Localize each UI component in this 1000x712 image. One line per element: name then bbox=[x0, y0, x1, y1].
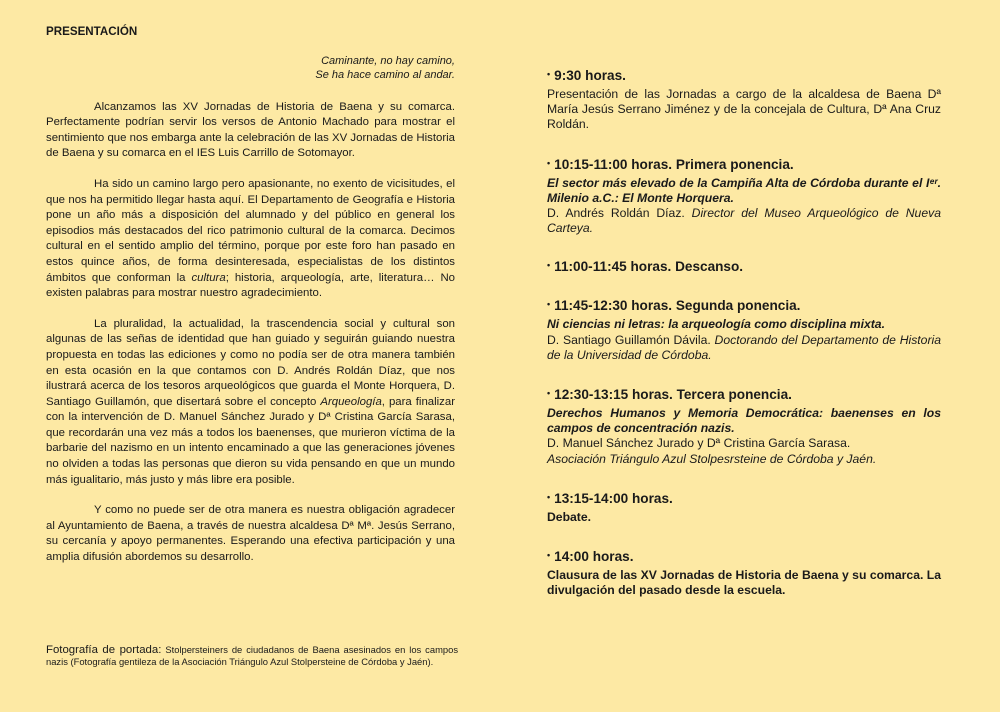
bullet-icon: • bbox=[547, 550, 551, 561]
time-label-5: 12:30-13:15 horas. Tercera ponencia. bbox=[554, 387, 792, 403]
paragraph-3-italic: Arqueología bbox=[320, 395, 382, 408]
time-label-7: 14:00 horas. bbox=[554, 549, 634, 565]
speaker-name-2: D. Santiago Guillamón Dávila. bbox=[547, 332, 715, 347]
paragraph-4: Y como no puede ser de otra manera es nuestra obligación agradecer al Ayuntamiento de Baena, a través de nuestra alcaldesa Dª Mª. Jesús Serrano, su cercanía y apoyo permanentes. Esperando una efectiva participación y una amplia difusión abordemos su desarrollo. bbox=[46, 504, 455, 564]
paragraph-2-italic: cultura bbox=[191, 271, 226, 284]
time-label-1: 9:30 horas. bbox=[554, 68, 626, 83]
bullet-icon: • bbox=[547, 491, 551, 502]
schedule-time-7 bbox=[547, 547, 941, 565]
left-page bbox=[46, 24, 455, 581]
paragraph-1: Alcanzamos las XV Jornadas de Historia de Baena y su comarca. Perfectamente podrían servir los versos de Antonio Machado para mostrar el sentimiento que nos embarga ante la celebración de las XV Jornadas de Historia de Baena y su comarca en el IES Luis Carrillo de Sotomayor. bbox=[46, 100, 455, 160]
speaker-role-1: Director del Museo Arqueológico de Nueva Carteya. bbox=[547, 206, 941, 236]
speaker-role-3: Asociación Triángulo Azul Stolpesrsteine de Córdoba y Jaén. bbox=[547, 451, 877, 466]
talk-title-3: Derechos Humanos y Memoria Democrática: baenenses en los campos de concentración nazis. bbox=[547, 406, 941, 436]
bullet-icon: • bbox=[547, 299, 551, 310]
schedule-item-5 bbox=[547, 385, 941, 467]
cover-photo-caption bbox=[46, 644, 458, 669]
item-text-7: Clausura de las XV Jornadas de Historia de Baena y su comarca. La divulgación del pasado desde la escuela. bbox=[547, 568, 941, 598]
paragraph-3-a: La pluralidad, la actualidad, la trascendencia social y cultural son algunas de las señas de identidad que han guiado y seguirán guiando nuestra propuesta en todas las ediciones y como no podía ser de otra manera también en esta ocasión en la que contamos con D. Andrés Roldán Díaz, que nos ilustrará acerca de los tesoros arqueológicos que guarda el Monte Horquera, D. Santiago Guillamón, que disertará sobre el concepto bbox=[46, 317, 455, 408]
schedule-time-1 bbox=[547, 66, 941, 84]
paragraph-2 bbox=[46, 177, 455, 302]
talk-title-2: Ni ciencias ni letras: la arqueología como disciplina mixta. bbox=[547, 317, 885, 332]
item-text-1: Presentación de las Jornadas a cargo de la alcaldesa de Baena Dª María Jesús Serrano Jiménez y de la concejala de Cultura, Dª Ana Cruz Roldán. bbox=[547, 87, 941, 132]
schedule-item-7 bbox=[547, 547, 941, 598]
schedule-item-3 bbox=[547, 257, 941, 275]
schedule-item-4 bbox=[547, 296, 941, 363]
epigraph-line-2: Se ha hace camino al andar. bbox=[315, 68, 455, 81]
schedule-item-2 bbox=[547, 155, 941, 237]
bullet-icon: • bbox=[547, 69, 551, 79]
program-schedule bbox=[547, 66, 941, 598]
schedule-time-2 bbox=[547, 155, 941, 173]
paragraph-3 bbox=[46, 317, 455, 489]
bullet-icon: • bbox=[547, 260, 551, 271]
schedule-time-5 bbox=[547, 385, 941, 403]
schedule-time-6 bbox=[547, 489, 941, 507]
time-label-4: 11:45-12:30 horas. Segunda ponencia. bbox=[554, 298, 801, 314]
time-label-6: 13:15-14:00 horas. bbox=[554, 490, 673, 506]
epigraph-line-1: Caminante, no hay camino, bbox=[321, 54, 455, 67]
caption-text: Stolpersteiners de ciudadanos de Baena asesinados en los campos nazis (Fotografía gentileza de la Asociación Triángulo Azul Stolpersteine de Córdoba y Jaén). bbox=[46, 644, 459, 668]
talk-title-1: El sector más elevado de la Campiña Alta de Córdoba durante el Iᵉʳ. Milenio a.C.: El Monte Horquera. bbox=[547, 175, 941, 205]
caption-label: Fotografía de portada: bbox=[46, 644, 162, 656]
bullet-icon: • bbox=[547, 157, 551, 168]
bullet-icon: • bbox=[547, 388, 551, 399]
speaker-2 bbox=[547, 333, 941, 363]
schedule-time-3 bbox=[547, 257, 941, 275]
page-title: PRESENTACIÓN bbox=[46, 25, 138, 38]
paragraph-3-b: , para finalizar con la intervención de D. Manuel Sánchez Jurado y Dª Cristina García Sarasa, que recordarán una vez más a todos los baenenses, que murieron víctima de la barbarie del nazismo en un intento encaminado a que las generaciones jóvenes no olviden a todas las personas que dieron su vida pensando en que un mundo más igualitario, más justo y más libre era posible. bbox=[46, 395, 455, 486]
schedule-item-6 bbox=[547, 489, 941, 525]
speaker-role-2: Doctorando del Departamento de Historia de la Universidad de Córdoba. bbox=[547, 332, 942, 362]
item-text-6: Debate. bbox=[547, 509, 592, 524]
speaker-name-1: D. Andrés Roldán Díaz. bbox=[547, 206, 692, 221]
schedule-item-1 bbox=[547, 66, 941, 133]
schedule-time-4 bbox=[547, 296, 941, 314]
epigraph bbox=[46, 54, 455, 82]
speaker-name-3: D. Manuel Sánchez Jurado y Dª Cristina García Sarasa. bbox=[547, 436, 851, 451]
paragraph-2-a: Ha sido un camino largo pero apasionante, no exento de vicisitudes, el que nos ha permitido llegar hasta aquí. El Departamento de Geografía e Historia pone un año más a disposición del alumnado y del público en general los episodios más destacados del rico patrimonio cultural de la comarca. Decimos cultural en el sentido amplio del término, porque por este foro han pasado en estos quince años, de forma desinteresada, especialistas de los distintos ámbitos que conforman la bbox=[46, 177, 455, 284]
time-label-3: 11:00-11:45 horas. Descanso. bbox=[554, 259, 744, 275]
paragraph-2-b: ; historia, arqueología, arte, literatura… No existen palabras para mostrar nuestro agradecimiento. bbox=[46, 271, 456, 300]
time-label-2: 10:15-11:00 horas. Primera ponencia. bbox=[554, 156, 794, 172]
speaker-1 bbox=[547, 206, 941, 236]
